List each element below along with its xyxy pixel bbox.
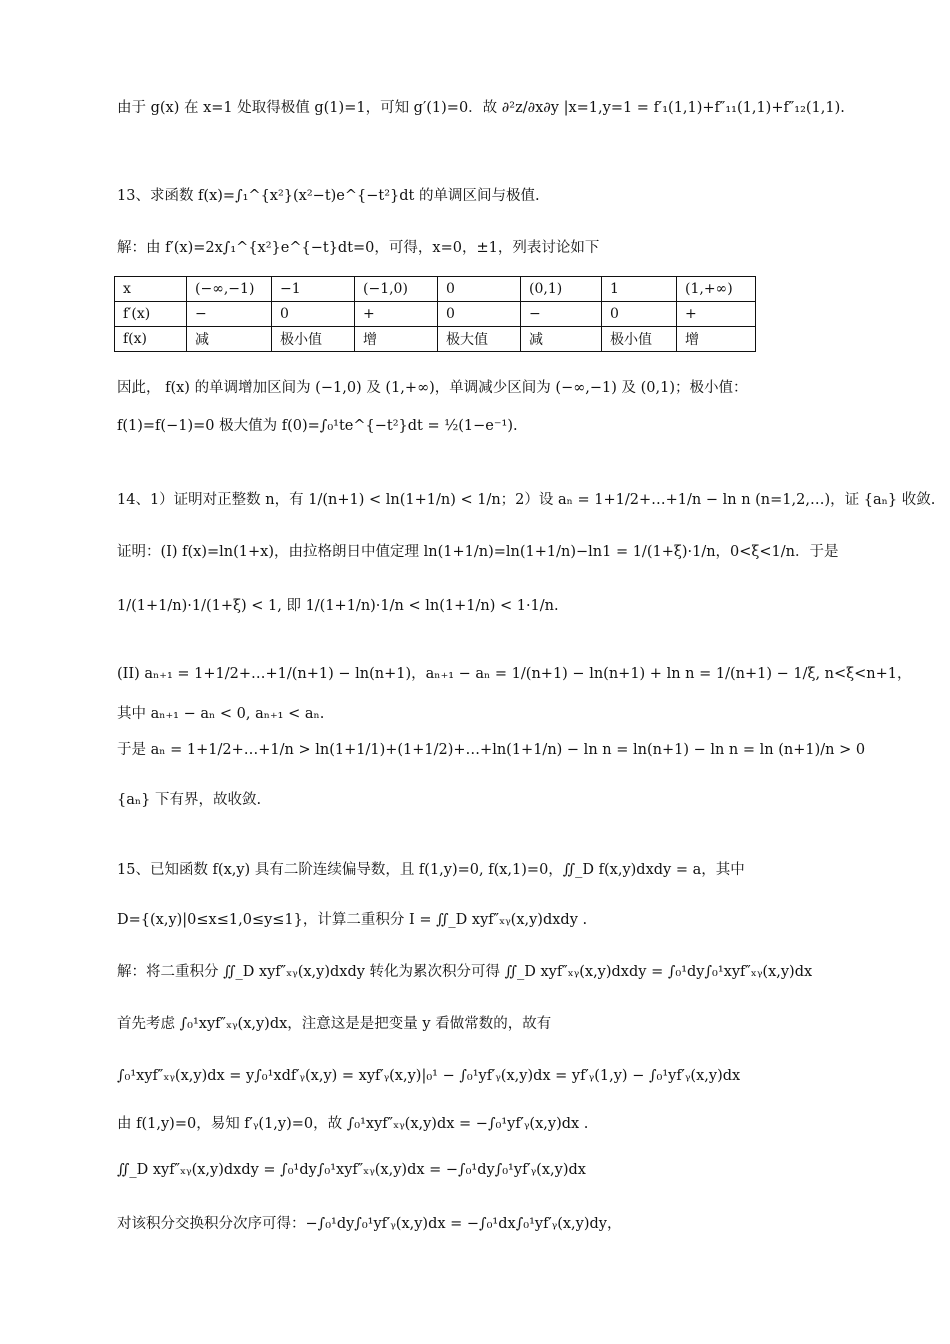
table-cell: 极小值 [602,327,677,352]
problem-15-solution-3: ∫₀¹xyf″ₓᵧ(x,y)dx = y∫₀¹xdf′ᵧ(x,y) = xyf′ᵧ(x,y)|₀¹ − ∫₀¹yf′ᵧ(x,y)dx = yf′ᵧ(1,y) − ∫₀¹yf′ᵧ(x,y)dx [117,1068,741,1084]
table-cell: 减 [521,327,602,352]
problem-15-solution-5: ∬_D xyf″ₓᵧ(x,y)dxdy = ∫₀¹dy∫₀¹xyf″ₓᵧ(x,y)dx = −∫₀¹dy∫₀¹yf′ᵧ(x,y)dx [117,1162,586,1178]
table-row [115,327,756,352]
problem-13-question: 13、求函数 f(x)=∫₁^{x²}(x²−t)e^{−t²}dt 的单调区间与极值. [117,188,540,204]
table-cell: + [677,302,756,327]
problem-14-proof-5: 于是 aₙ = 1+1/2+…+1/n > ln(1+1/1)+(1+1/2)+…+ln(1+1/n) − ln n = ln(n+1) − ln n = ln (n+1)/n > 0 [117,742,866,758]
table-cell: 极大值 [438,327,521,352]
table-cell: (−1,0) [355,277,438,302]
problem-15-question-2: D={(x,y)|0≤x≤1,0≤y≤1}，计算二重积分 I = ∬_D xyf″ₓᵧ(x,y)dxdy . [117,912,588,928]
table-cell: −1 [272,277,355,302]
table-cell: x [115,277,187,302]
problem-14-proof-1: 证明：(I) f(x)=ln(1+x)，由拉格朗日中值定理 ln(1+1/n)=ln(1+1/n)−ln1 = 1/(1+ξ)·1/n，0<ξ<1/n．于是 [117,544,839,560]
table-cell: f′(x) [115,302,187,327]
problem-15-solution-1: 解：将二重积分 ∬_D xyf″ₓᵧ(x,y)dxdy 转化为累次积分可得 ∬_D xyf″ₓᵧ(x,y)dxdy = ∫₀¹dy∫₀¹xyf″ₓᵧ(x,y)dx [117,964,813,980]
table-cell: 增 [355,327,438,352]
problem-14-proof-2: 1/(1+1/n)·1/(1+ξ) < 1, 即 1/(1+1/n)·1/n < ln(1+1/n) < 1·1/n. [117,598,559,614]
table-cell: 增 [677,327,756,352]
table-row [115,277,756,302]
table-cell: 0 [438,302,521,327]
table-row [115,302,756,327]
table-cell: 极小值 [272,327,355,352]
table-cell: 1 [602,277,677,302]
problem-14-question: 14、1）证明对正整数 n，有 1/(n+1) < ln(1+1/n) < 1/n；2）设 aₙ = 1+1/2+…+1/n − ln n (n=1,2,…)，证 {aₙ} 收敛. [117,492,936,508]
problem-14-proof-4: 其中 aₙ₊₁ − aₙ < 0, aₙ₊₁ < aₙ. [117,706,325,722]
problem-15-solution-2: 首先考虑 ∫₀¹xyf″ₓᵧ(x,y)dx，注意这是是把变量 y 看做常数的，故有 [117,1016,552,1032]
problem-15-solution-4: 由 f(1,y)=0，易知 f′ᵧ(1,y)=0，故 ∫₀¹xyf″ₓᵧ(x,y)dx = −∫₀¹yf′ᵧ(x,y)dx . [117,1116,589,1132]
problem-13-conclusion-2: f(1)=f(−1)=0 极大值为 f(0)=∫₀¹te^{−t²}dt = ½(1−e⁻¹). [117,418,518,434]
table-cell: f(x) [115,327,187,352]
table-cell: 0 [438,277,521,302]
problem-13-conclusion-1: 因此， f(x) 的单调增加区间为 (−1,0) 及 (1,+∞)，单调减少区间为 (−∞,−1) 及 (0,1)；极小值： [117,380,748,396]
problem-15-question-1: 15、已知函数 f(x,y) 具有二阶连续偏导数，且 f(1,y)=0, f(x,1)=0，∬_D f(x,y)dxdy = a，其中 [117,862,745,878]
table-cell: − [521,302,602,327]
table-cell: − [187,302,272,327]
problem-13-solution: 解：由 f′(x)=2x∫₁^{x²}e^{−t}dt=0，可得，x=0，±1，列表讨论如下 [117,240,600,256]
sign-table [114,276,756,352]
table-cell: + [355,302,438,327]
top-statement: 由于 g(x) 在 x=1 处取得极值 g(1)=1，可知 g′(1)=0．故 ∂²z/∂x∂y |x=1,y=1 = f′₁(1,1)+f″₁₁(1,1)+f″₁₂(1,1). [117,100,845,116]
problem-14-proof-3: (II) aₙ₊₁ = 1+1/2+…+1/(n+1) − ln(n+1)，aₙ₊₁ − aₙ = 1/(n+1) − ln(n+1) + ln n = 1/(n+1) − 1/ξ, n<ξ<n+1， [117,666,912,682]
table-cell: 减 [187,327,272,352]
table-cell: (0,1) [521,277,602,302]
problem-14-proof-6: {aₙ} 下有界，故收敛. [117,792,262,808]
problem-15-solution-6: 对该积分交换积分次序可得：−∫₀¹dy∫₀¹yf′ᵧ(x,y)dx = −∫₀¹dx∫₀¹yf′ᵧ(x,y)dy， [117,1216,622,1232]
table-cell: (−∞,−1) [187,277,272,302]
table-cell: 0 [272,302,355,327]
table-cell: 0 [602,302,677,327]
table-cell: (1,+∞) [677,277,756,302]
